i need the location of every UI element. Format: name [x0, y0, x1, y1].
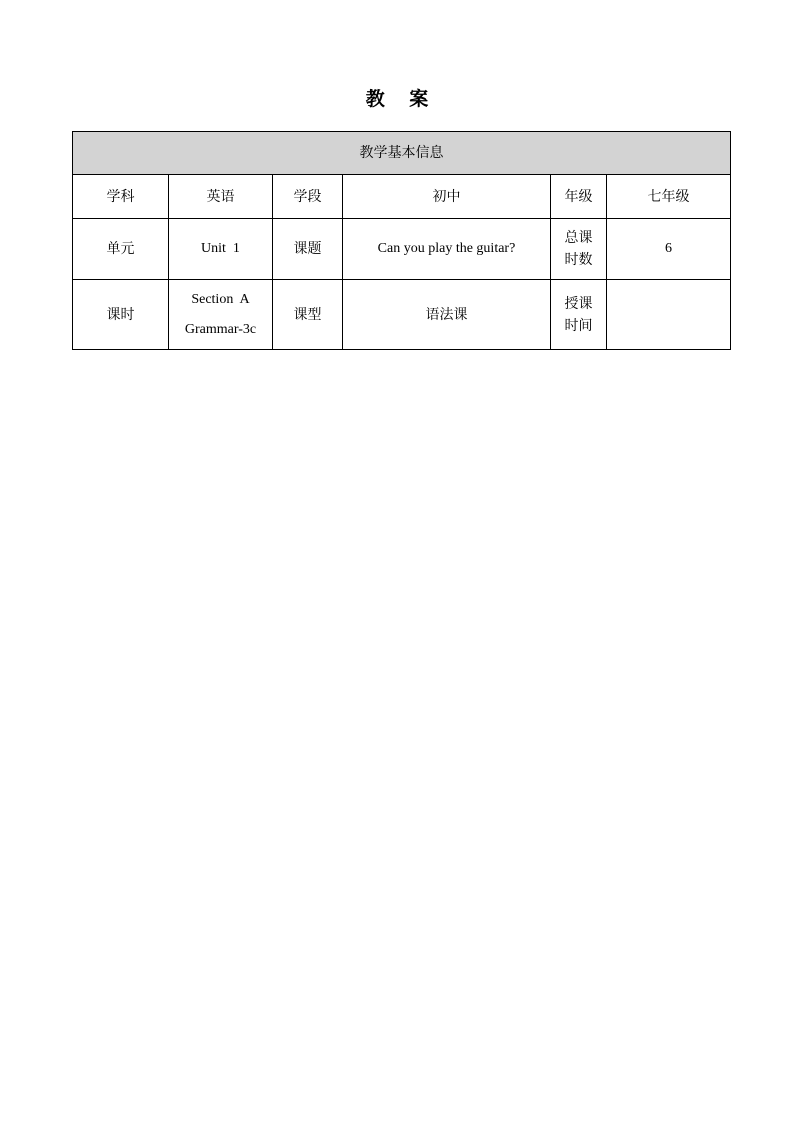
period-label: 课时: [73, 280, 169, 350]
unit-value: Unit 1: [169, 219, 273, 280]
total-hours-label-line1: 总课: [564, 230, 593, 246]
stage-value: 初中: [343, 175, 551, 219]
table-row: [73, 175, 731, 219]
period-value: [169, 280, 273, 350]
table-row: [73, 219, 731, 280]
subject-label: 学科: [73, 175, 169, 219]
total-hours-label-line2: 时数: [564, 252, 593, 268]
grade-value: 七年级: [607, 175, 731, 219]
page-title: 教 案: [365, 88, 438, 110]
period-value-line1: Section A: [191, 291, 250, 307]
total-hours-value: 6: [607, 219, 731, 280]
teach-time-label: [551, 280, 607, 350]
topic-value: Can you play the guitar?: [343, 219, 551, 280]
period-value-line2: Grammar-3c: [184, 321, 257, 337]
stage-label: 学段: [273, 175, 343, 219]
table-row: [73, 280, 731, 350]
lesson-info-table: [72, 131, 731, 350]
topic-label: 课题: [273, 219, 343, 280]
lesson-type-value: 语法课: [343, 280, 551, 350]
unit-label: 单元: [73, 219, 169, 280]
table-header-basic-info: 教学基本信息: [73, 132, 731, 175]
total-hours-label: [551, 219, 607, 280]
subject-value: 英语: [169, 175, 273, 219]
grade-label: 年级: [551, 175, 607, 219]
lesson-type-label: 课型: [273, 280, 343, 350]
teach-time-value: [607, 280, 731, 350]
teach-time-label-line1: 授课: [564, 295, 593, 312]
teach-time-label-line2: 时间: [564, 317, 593, 334]
